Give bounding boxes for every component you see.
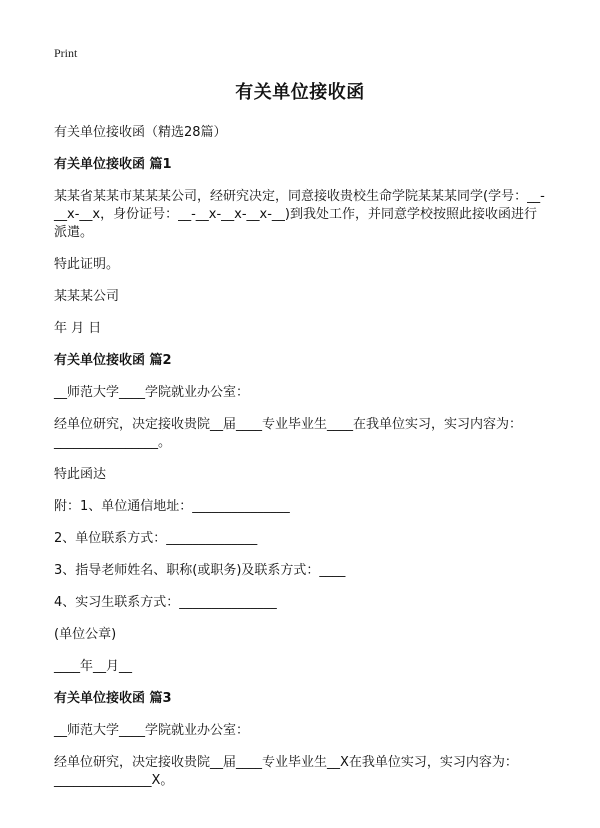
section-2-line-7: ____年__月__ bbox=[54, 659, 133, 674]
section-1-line-1: 特此证明。 bbox=[54, 257, 120, 272]
section-3-addressee: __师范大学____学院就业办公室： bbox=[54, 723, 250, 738]
section-2-line-3: 2、单位联系方式：______________ bbox=[54, 531, 258, 546]
section-2-line-6: (单位公章) bbox=[54, 627, 117, 642]
section-1-body: 某某省某某市某某某公司，经研究决定，同意接收贵校生命学院某某某同学(学号：__-__x-__x，身份证号：__-__x-__x-__x-__)到我处工作，并同意学校按照此接收函进行派遣。 bbox=[54, 189, 545, 240]
document-subtitle: 有关单位接收函（精选28篇） bbox=[54, 125, 227, 140]
section-2-line-1: 特此函达 bbox=[54, 467, 107, 482]
section-heading-3: 有关单位接收函 篇3 bbox=[54, 691, 172, 706]
section-1-line-2: 某某某公司 bbox=[54, 289, 120, 304]
section-2-line-4: 3、指导老师姓名、职称(或职务)及联系方式：____ bbox=[54, 563, 346, 578]
section-2-line-2: 附：1、单位通信地址：_______________ bbox=[54, 499, 290, 514]
section-2-line-5: 4、实习生联系方式：_______________ bbox=[54, 595, 277, 610]
section-2-addressee: __师范大学____学院就业办公室： bbox=[54, 385, 250, 400]
print-label[interactable]: Print bbox=[54, 46, 78, 60]
section-heading-1: 有关单位接收函 篇1 bbox=[54, 157, 172, 172]
section-2-body: 经单位研究，决定接收贵院__届____专业毕业生____在我单位实习，实习内容为：________________。 bbox=[54, 417, 523, 450]
section-1-line-3: 年 月 日 bbox=[54, 321, 102, 336]
section-heading-2: 有关单位接收函 篇2 bbox=[54, 353, 172, 368]
document-title: 有关单位接收函 bbox=[235, 82, 365, 103]
section-3-body: 经单位研究，决定接收贵院__届____专业毕业生__X在我单位实习，实习内容为：_______________X。 bbox=[54, 755, 518, 788]
